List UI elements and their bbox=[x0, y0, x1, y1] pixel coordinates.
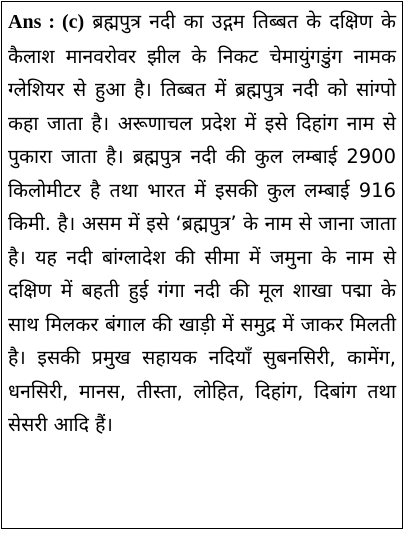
answer-text: ब्रह्मपुत्र नदी का उद्गम तिब्बत के दक्षिण के कैलाश मानवरोवर झील के निकट चेमायुंगडुंग नामक ग्लेशियर से हुआ है। तिब्बत में ब्रह्मपुत्र नदी को सांग्पो कहा जाता है। अरूणाचल प्रदेश में इसे दिहांग नाम से पुकारा जाता है। ब्रह्मपुत्र नदी की कुल लम्बाई 2900 किलोमीटर है तथा भारत में इसकी कुल लम्बाई 916 किमी. है। असम में इसे ‘ब्रह्मपुत्र’ के नाम से जाना जाता है। यह नदी बांग्लादेश की सीमा में जमुना के नाम से दक्षिण में बहती हुई गंगा नदी की मूल शाखा पद्मा के साथ मिलकर बंगाल की खाड़ी में समुद्र में जाकर मिलती है। इसकी प्रमुख सहायक नदियाँ सुबनसिरी, कामेंग, धनसिरी, मानस, तीस्ता, लोहित, दिहांग, दिबांग तथा सेसरी आदि हैं। bbox=[8, 10, 396, 436]
answer-label: Ans : (c) bbox=[8, 11, 85, 33]
cut-off-text bbox=[0, 530, 409, 538]
answer-paragraph bbox=[8, 5, 396, 442]
cut-off-next-line bbox=[0, 530, 409, 538]
answer-box bbox=[1, 1, 403, 529]
